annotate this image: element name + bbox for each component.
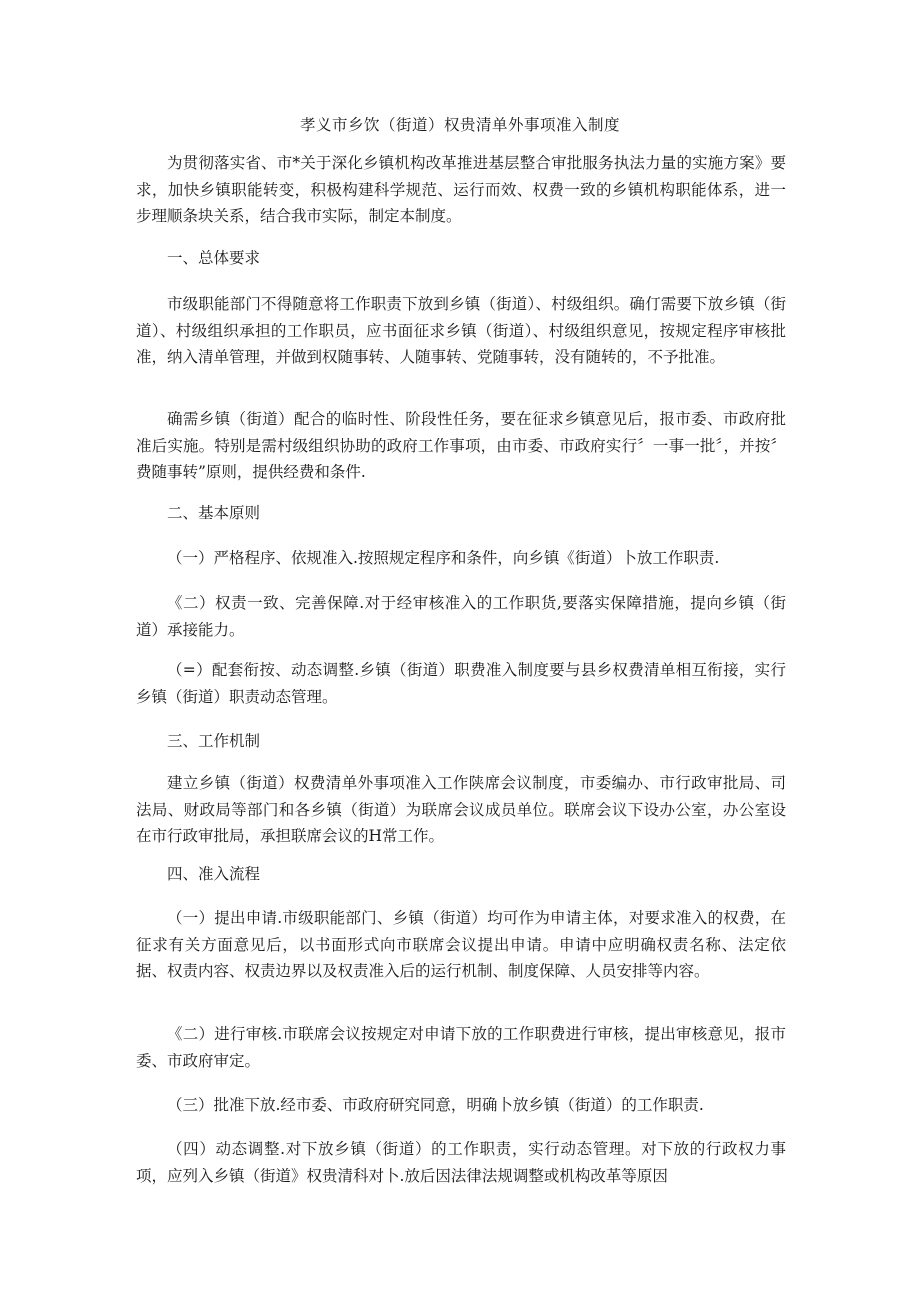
section-4-paragraph-4: （四）动态调整.对下放乡镇（街道）的工作职责，实行动态管理。对下放的行政权力事项，应列入乡镇（街道》权贵清科对卜.放后因法律法规调整或机构改革等原因 [136, 1140, 786, 1185]
section-4-paragraph-2: 《二）进行审核.市联席会议按规定对申请下放的工作职费进行审核，提出审核意见，报市委、市政府审定。 [136, 1025, 786, 1070]
section-4-paragraph-3: （三）批准下放.经市委、市政府研究同意，明确卜放乡镇（街道）的工作职责. [167, 1096, 704, 1114]
section-4-paragraph-1: （一）提出申请.市级职能部门、乡镇（街道）均可作为申请主体，对要求准入的权费，在征求有关方面意见后，以书面形式向市联席会议提出申请。申请中应明确权责名称、法定依据、权责内容、权责边界以及权责准入后的运行机制、制度保障、人员安排等内容。 [136, 909, 786, 980]
section-1-paragraph-1: 市级职能部门不得随意将工作职责下放到乡镇（街道）、村级组织。确仃需要下放乡镇（街道）、村级组织承担的工作职员，应书面征求乡镇（街道）、村级组织意见，按规定程序审核批准，纳入清单管理，并做到权随事转、人随事转、党随事转，没有随转的，不予批准。 [136, 295, 786, 366]
section-heading-4: 四、准入流程 [167, 865, 261, 883]
section-3-paragraph-1: 建立乡镇（街道）权费清单外事项准入工作陕席会议制度，市委编办、市行政审批局、司法局、财政局等部门和各乡镇（街道）为联席会议成员单位。联席会议下设办公室，办公室设在市行政审批局，承担联席会议的H常工作。 [136, 774, 786, 845]
document-title: 孝义市乡饮（街道）权贵清单外事项准入制度 [299, 116, 620, 134]
section-2-paragraph-1: （一）严格程序、依规准入.按照规定程序和条件，向乡镇《街道）卜放工作职责. [167, 549, 720, 567]
section-2-paragraph-2: 《二）权责一致、完善保障.对于经审核准入的工作职货,要落实保障措施，提向乡镇（街道）承接能力。 [136, 594, 786, 639]
section-1-paragraph-2: 确需乡镇（街道）配合的临时性、阶段性任务，要在征求乡镇意见后，报市委、市政府批准后实施。特别是需村级组织协助的政府工作事项，由市委、市政府实行〞一事一批〞，并按〞费随事转”原则，提供经费和条件. [136, 410, 786, 481]
section-2-paragraph-3: （=）配套衔按、动态调整.乡镇（街道）职费准入制度要与县乡权费清单相互衔接，实行乡镇（街道）职责动态管理。 [136, 661, 786, 706]
section-heading-3: 三、工作机制 [167, 732, 261, 750]
intro-paragraph: 为贯彻落实省、市*关于深化乡镇机构改革推进基层整合审批服务执法力量的实施方案》要求，加快乡镇职能转变，积极构建科学规范、运行而效、权费一致的乡镇机构职能体系，进一步理顺条块关系，结合我市实际，制定本制度。 [136, 154, 786, 225]
section-heading-1: 一、总体要求 [167, 249, 261, 267]
section-heading-2: 二、基本原则 [167, 504, 261, 522]
